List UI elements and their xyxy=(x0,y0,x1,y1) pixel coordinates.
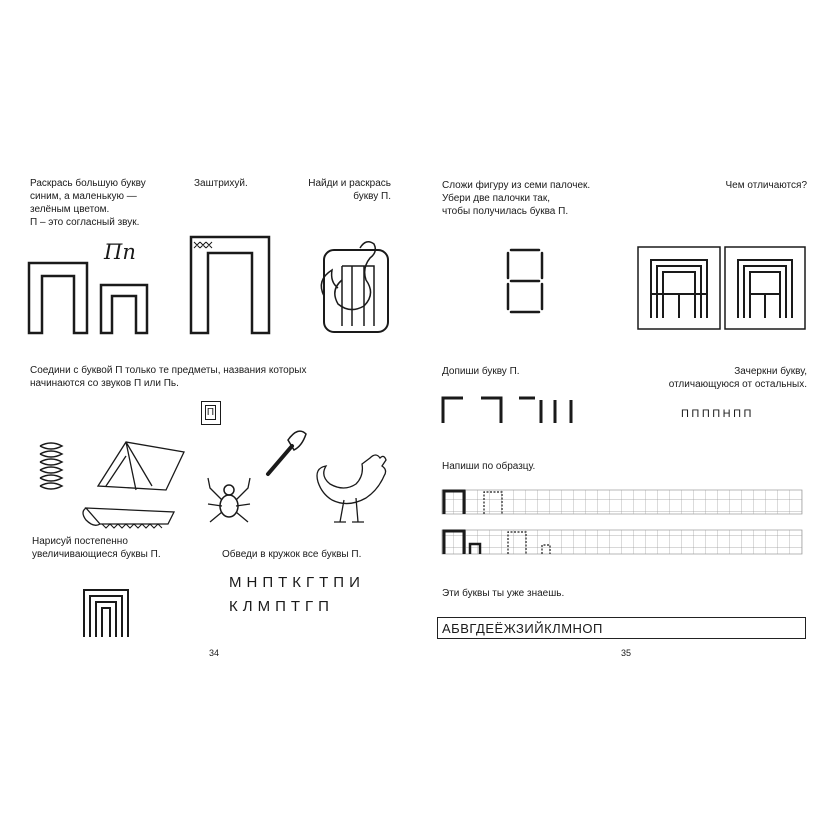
rooster-icon xyxy=(304,452,392,528)
hatch-outline-letter-p xyxy=(190,236,270,334)
ex3-instruction-line2: букву П. xyxy=(353,191,391,202)
compare-figure-left xyxy=(637,246,721,330)
target-letter-box xyxy=(201,401,221,425)
odd-letter-sequence: ППППНПП xyxy=(681,408,754,420)
seven-sticks-figure xyxy=(506,248,544,314)
saw-icon xyxy=(80,494,176,530)
r-ex4-instruction-line1: Зачеркни букву, xyxy=(734,366,807,377)
r-ex1-instruction-line1: Сложи фигуру из семи палочек. xyxy=(442,180,591,191)
page-number-right: 35 xyxy=(621,648,632,658)
r-ex1-instruction-line2: Убери две палочки так, xyxy=(442,193,551,204)
r-ex4-instruction-line2: отличающуюся от остальных. xyxy=(668,379,807,390)
spring-icon xyxy=(36,440,66,492)
ex1-instruction-line3: зелёным цветом. xyxy=(30,204,110,215)
ex5-instruction-line2: увеличивающиеся буквы П. xyxy=(32,549,161,560)
alphabet-letters: АБВГДЕЁЖЗИЙКЛМНОП xyxy=(442,621,603,636)
letters-row-1: МНПТКГТПИ xyxy=(229,574,365,591)
page-number-left: 34 xyxy=(209,648,220,658)
script-letters-pp: Пп xyxy=(104,240,136,264)
axe-icon xyxy=(262,426,308,478)
ex2-instruction: Заштрихуй. xyxy=(194,178,248,189)
r-ex3-instruction: Допиши букву П. xyxy=(442,366,520,377)
big-outline-letter-p xyxy=(28,262,88,334)
incomplete-letters-p xyxy=(441,396,575,424)
spider-icon xyxy=(206,474,252,526)
r-ex2-instruction: Чем отличаются? xyxy=(725,180,807,191)
known-letters-box xyxy=(437,617,806,639)
copy-grid[interactable] xyxy=(442,488,808,564)
ex4-instruction-line2: начинаются со звуков П или Пь. xyxy=(30,378,179,389)
target-letter: П xyxy=(206,407,215,418)
ex4-instruction-line1: Соедини с буквой П только те предметы, названия которых xyxy=(30,365,307,376)
r-ex1-instruction-line3: чтобы получилась буква П. xyxy=(442,206,569,217)
ex1-instruction-line2: синим, а маленькую — xyxy=(30,191,137,202)
compare-figure-right xyxy=(724,246,806,330)
r-ex6-instruction: Эти буквы ты уже знаешь. xyxy=(442,588,565,599)
r-ex5-instruction: Напиши по образцу. xyxy=(442,461,536,472)
ex1-instruction-line4: П – это согласный звук. xyxy=(30,217,140,228)
ex6-instruction: Обведи в кружок все буквы П. xyxy=(222,549,362,560)
nested-letters-p xyxy=(82,588,130,638)
rooster-hidden-letter-picture xyxy=(320,236,392,336)
ex5-instruction-line1: Нарисуй постепенно xyxy=(32,536,128,547)
tent-icon xyxy=(96,436,188,492)
small-outline-letter-p xyxy=(100,284,148,334)
ex3-instruction-line1: Найди и раскрась xyxy=(308,178,391,189)
ex1-instruction-line1: Раскрась большую букву xyxy=(30,178,146,189)
letters-row-2: КЛМПТГП xyxy=(229,598,334,615)
